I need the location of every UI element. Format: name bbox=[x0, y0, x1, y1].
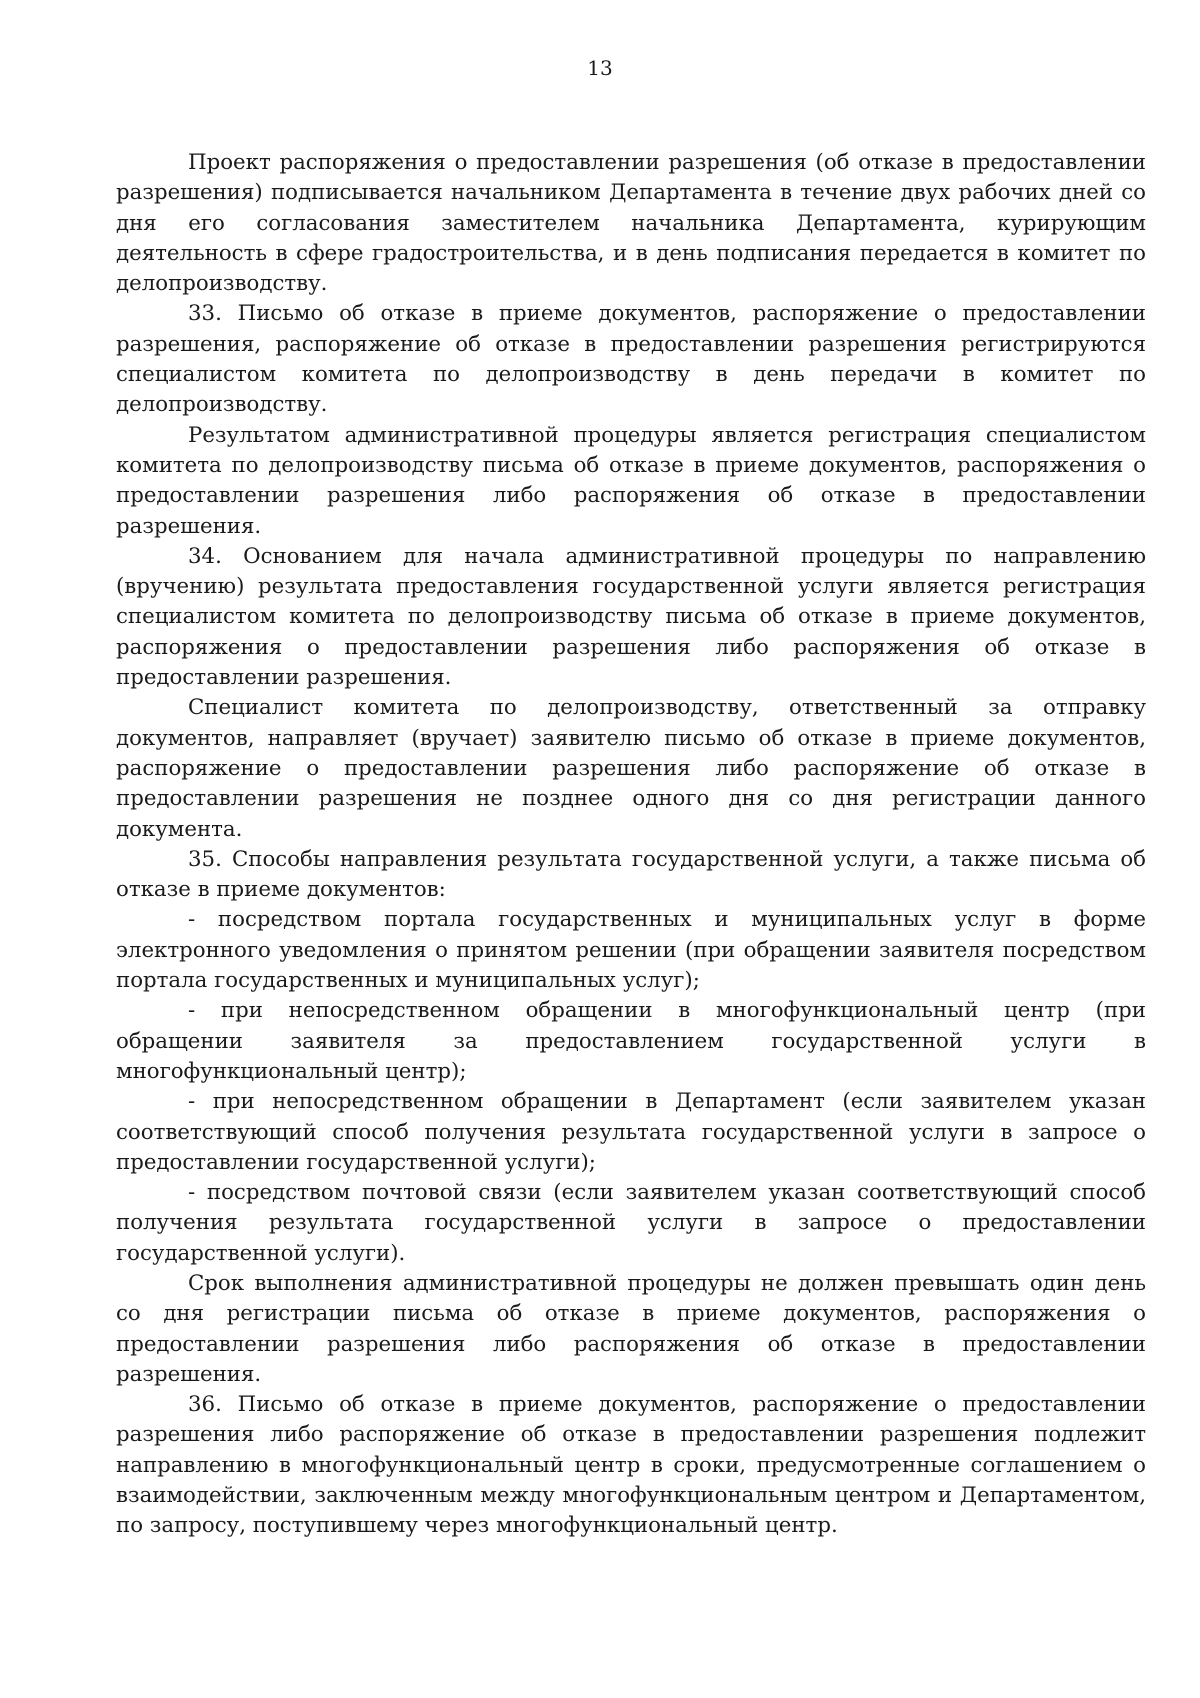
list-item-post: - посредством почтовой связи (если заявителем указан соответствующий способ получения результата государственной услуги в запросе о предоставлении государственной услуги). bbox=[116, 1180, 1146, 1266]
paragraph-35-deadline: Срок выполнения административной процедуры не должен превышать один день со дня регистрации письма об отказе в приеме документов, распоряжения о предоставлении разрешения либо распоряжения об отказе в предоставлении разрешения. bbox=[116, 1270, 1146, 1387]
list-item-department: - при непосредственном обращении в Департамент (если заявителем указан соответствующий способ получения результата государственной услуги в запросе о предоставлении государственной услуги); bbox=[116, 1089, 1146, 1175]
page-number: 13 bbox=[587, 56, 613, 80]
paragraph-33-result: Результатом административной процедуры является регистрация специалистом комитета по делопроизводству письма об отказе в приеме документов, распоряжения о предоставлении разрешения либо распоряжения об отказе в предоставлении разрешения. bbox=[116, 422, 1146, 539]
paragraph-35-methods: 35. Способы направления результата государственной услуги, а также письма об отказе в приеме документов: bbox=[116, 846, 1146, 903]
paragraph-project-signing: Проект распоряжения о предоставлении разрешения (об отказе в предоставлении разрешения) подписывается начальником Департамента в течение двух рабочих дней со дня его согласования заместителем начальника Департамента, курирующим деятельность в сфере градостроительства, и в день подписания передается в комитет по делопроизводству. bbox=[116, 150, 1146, 297]
paragraph-34-specialist: Специалист комитета по делопроизводству, ответственный за отправку документов, направляет (вручает) заявителю письмо об отказе в приеме документов, распоряжение о предоставлении разрешения либо распоряжение об отказе в предоставлении разрешения не позднее одного дня со дня регистрации данного документа. bbox=[116, 695, 1146, 842]
paragraph-33-registration: 33. Письмо об отказе в приеме документов, распоряжение о предоставлении разрешения, распоряжение об отказе в предоставлении разрешения регистрируются специалистом комитета по делопроизводству в день передачи в комитет по делопроизводству. bbox=[116, 301, 1146, 418]
paragraph-34-basis: 34. Основанием для начала административной процедуры по направлению (вручению) результата предоставления государственной услуги является регистрация специалистом комитета по делопроизводству письма об отказе в приеме документов, распоряжения о предоставлении разрешения либо распоряжения об отказе в предоставлении разрешения. bbox=[116, 543, 1146, 691]
list-item-mfc: - при непосредственном обращении в многофункциональный центр (при обращении заявителя за предоставлением государственной услуги в многофункциональный центр); bbox=[116, 998, 1146, 1084]
paragraph-36-mfc-transfer: 36. Письмо об отказе в приеме документов, распоряжение о предоставлении разрешения либо распоряжение об отказе в предоставлении разрешения подлежит направлению в многофункциональный центр в сроки, предусмотренные соглашением о взаимодействии, заключенным между многофункциональным центром и Департаментом, по запросу, поступившему через многофункциональный центр. bbox=[116, 1392, 1146, 1539]
document-body bbox=[116, 148, 1146, 1542]
list-item-portal: - посредством портала государственных и муниципальных услуг в форме электронного уведомления о принятом решении (при обращении заявителя посредством портала государственных и муниципальных услуг); bbox=[116, 907, 1146, 994]
